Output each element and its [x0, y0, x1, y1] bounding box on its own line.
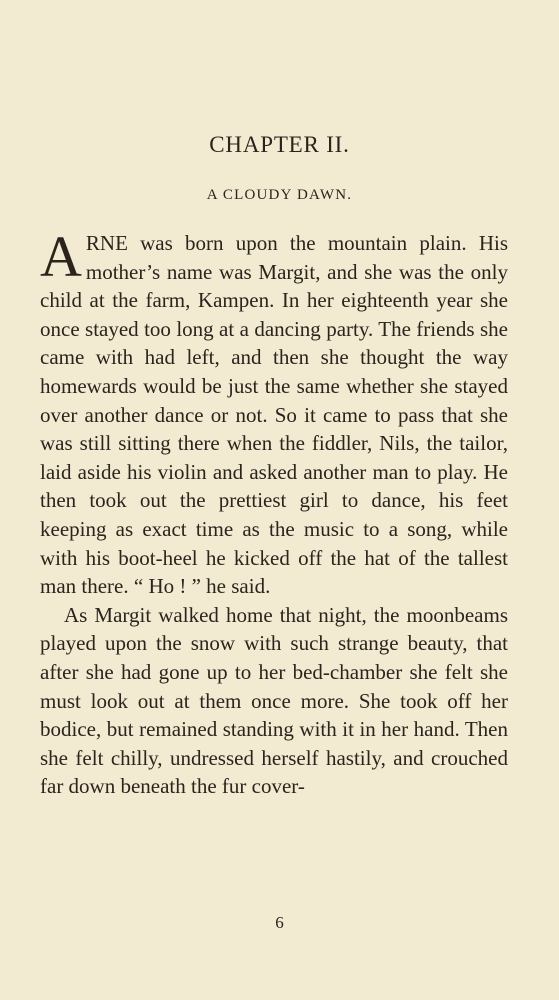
paragraph-2-text: As Margit walked home that night, the moonbeams played upon the snow with such strange beauty, that after she had gone up to her bed-chamber she felt she must look out at them once more. She took off her bodice, but remained standing with it in her hand. Then she felt chilly, undressed herself hastily, and crouched far down beneath the fur cover-: [40, 602, 508, 799]
paragraph-1-text: RNE was born upon the mountain plain. His mother’s name was Margit, and she was the only child at the farm, Kampen. In her eighteenth year she once stayed too long at a dancing party. The friends she came with had left, and then she thought the way homewards would be just the same whether she stayed over another dance or not. So it came to pass that she was still sitting there when the fiddler, Nils, the tailor, laid aside his violin and asked another man to play. He then took out the prettiest girl to dance, his feet keeping as exact time as the music to a song, while with his boot-heel he kicked off the hat of the tallest man there. “ Ho ! ” he said.: [40, 231, 508, 599]
body-text: [40, 224, 508, 801]
page-number: 6: [275, 913, 284, 932]
chapter-subtitle: A CLOUDY DAWN.: [206, 187, 353, 203]
paragraph-1: [40, 224, 508, 601]
drop-cap: A: [40, 224, 82, 289]
paragraph-2: [40, 601, 508, 801]
chapter-title: CHAPTER II.: [209, 132, 350, 157]
